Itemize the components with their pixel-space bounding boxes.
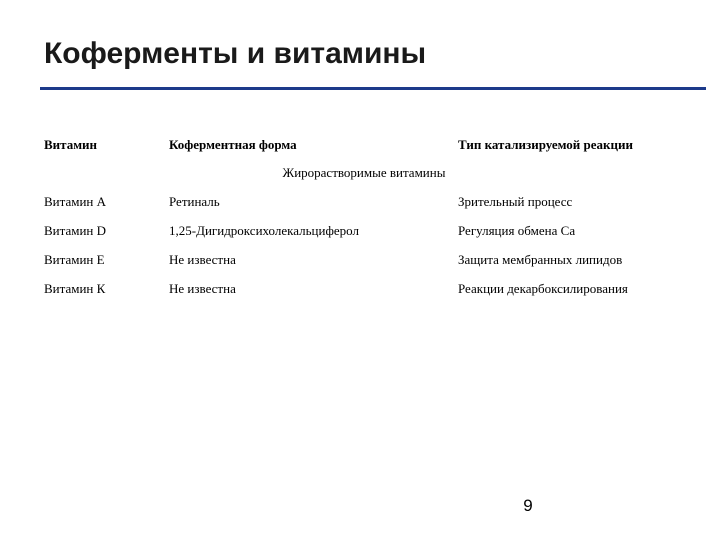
table-row [44, 280, 684, 298]
page-number: 9 [523, 496, 533, 515]
coenzyme-cell: Не известна [169, 281, 236, 296]
reaction-cell: Регуляция обмена Са [458, 223, 576, 238]
vitamin-cell: Витамин К [44, 281, 106, 296]
table-row [44, 222, 684, 240]
reaction-cell: Зрительный процесс [458, 194, 573, 209]
table-header-row [44, 136, 684, 154]
reaction-cell: Защита мембранных липидов [458, 252, 623, 267]
coenzyme-cell: Ретиналь [169, 194, 220, 209]
header-coenzyme-form: Коферментная форма [169, 137, 297, 152]
vitamin-cell: Витамин А [44, 194, 107, 209]
group-label: Жирорастворимые витамины [282, 165, 446, 180]
vitamin-cell: Витамин Е [44, 252, 105, 267]
header-vitamin: Витамин [44, 137, 98, 152]
coenzyme-cell: 1,25-Дигидроксихолекальциферол [169, 223, 359, 238]
title-underline [40, 87, 706, 90]
reaction-cell: Реакции декарбоксилирования [458, 281, 628, 296]
coenzyme-cell: Не известна [169, 252, 236, 267]
header-reaction-type: Тип катализируемой реакции [458, 137, 634, 152]
vitamin-cell: Витамин D [44, 223, 107, 238]
page-title: Коферменты и витамины [44, 37, 427, 70]
table-row [44, 251, 684, 269]
table-row [44, 193, 684, 211]
table-group-row [44, 164, 684, 182]
